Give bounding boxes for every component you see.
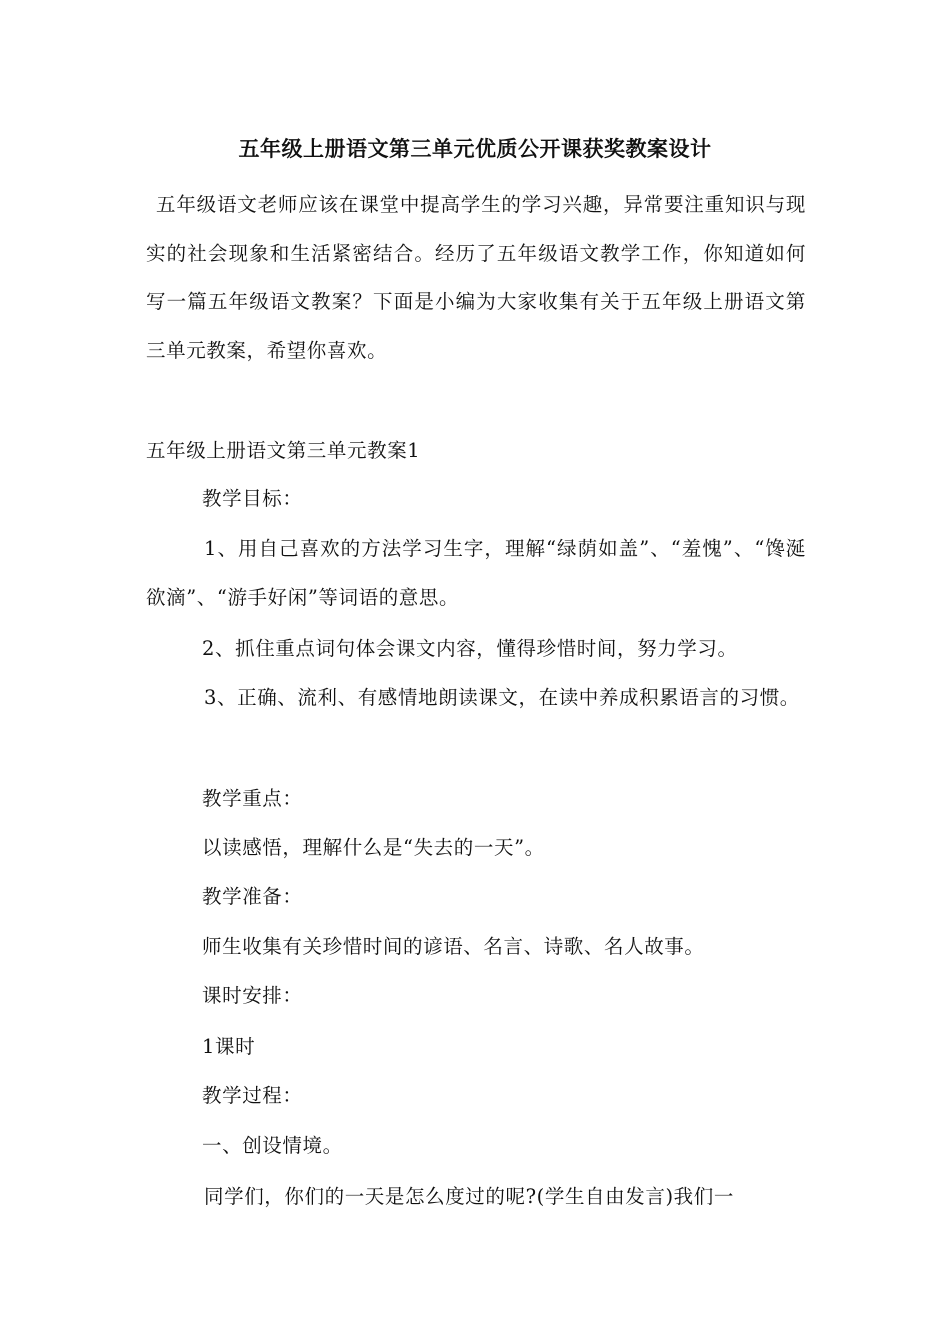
key-point-label: 教学重点：	[202, 787, 303, 810]
process-label: 教学过程：	[202, 1084, 303, 1107]
schedule-text: 1课时	[202, 1035, 256, 1058]
goals-label: 教学目标：	[202, 487, 303, 510]
goal-item-1: 1、用自己喜欢的方法学习生字，理解“绿荫如盖”、“羞愧”、“馋涎欲滴”、“游手好闲”等词语的意思。	[146, 537, 806, 609]
step-1-heading: 一、创设情境。	[202, 1134, 343, 1157]
intro-paragraph: 五年级语文老师应该在课堂中提高学生的学习兴趣，异常要注重知识与现实的社会现象和生活紧密结合。经历了五年级语文教学工作，你知道如何写一篇五年级语文教案？下面是小编为大家收集有关于五年级上册语文第三单元教案，希望你喜欢。	[146, 193, 806, 362]
goal-item-2: 2、抓住重点词句体会课文内容，懂得珍惜时间，努力学习。	[202, 637, 738, 660]
goal-item-3: 3、正确、流利、有感情地朗读课文，在读中养成积累语言的习惯。	[204, 686, 800, 709]
document-title: 五年级上册语文第三单元优质公开课获奖教案设计	[238, 137, 712, 161]
schedule-label: 课时安排：	[202, 984, 303, 1007]
step-1-text: 同学们，你们的一天是怎么度过的呢?(学生自由发言)我们一	[204, 1185, 734, 1208]
section-heading: 五年级上册语文第三单元教案1	[146, 439, 421, 462]
preparation-text: 师生收集有关珍惜时间的谚语、名言、诗歌、名人故事。	[202, 935, 705, 958]
preparation-label: 教学准备：	[202, 885, 303, 908]
key-point-text: 以读感悟，理解什么是“失去的一天”。	[202, 836, 545, 859]
